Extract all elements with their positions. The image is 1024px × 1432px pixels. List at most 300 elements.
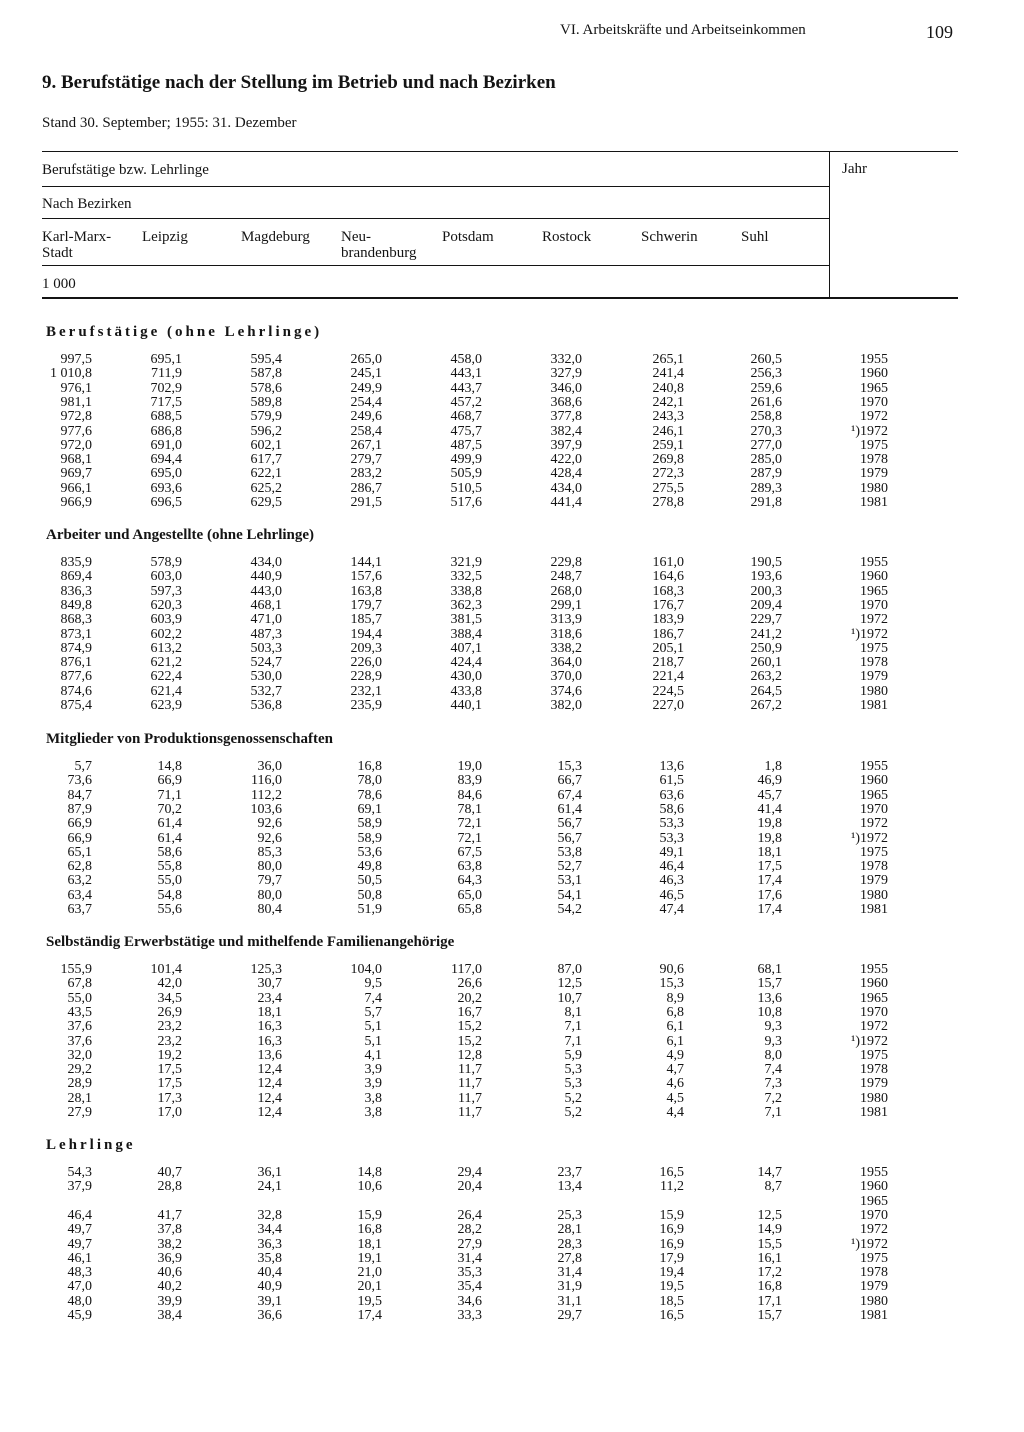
value-cell: 688,5: [150, 409, 182, 425]
value-cell: 85,3: [257, 844, 282, 860]
value-cell: 318,6: [550, 626, 582, 642]
value-cell: 13,6: [659, 759, 684, 774]
value-cell: 603,9: [150, 612, 182, 628]
value-cell: 241,4: [652, 366, 684, 382]
value-cell: 620,3: [150, 597, 182, 613]
value-cell: 37,6: [67, 1033, 92, 1049]
value-cell: 19,4: [659, 1265, 684, 1281]
value-cell: 31,4: [557, 1265, 582, 1281]
value-cell: 17,4: [757, 902, 782, 917]
year-cell: 1960: [860, 1179, 888, 1195]
value-cell: 20,2: [457, 990, 482, 1006]
table-row: [0, 1092, 1024, 1106]
value-cell: 35,8: [257, 1250, 282, 1266]
value-cell: 14,9: [757, 1222, 782, 1238]
value-cell: 10,7: [557, 990, 582, 1006]
value-cell: 12,4: [257, 1105, 282, 1120]
district-header-leipzig: Leipzig: [142, 229, 188, 245]
value-cell: 83,9: [457, 773, 482, 789]
value-cell: 31,1: [557, 1293, 582, 1309]
value-cell: 976,1: [60, 380, 92, 396]
year-cell: 1972: [860, 409, 888, 425]
value-cell: 969,7: [60, 466, 92, 482]
value-cell: 629,5: [250, 495, 282, 510]
value-cell: 977,6: [60, 423, 92, 439]
value-cell: 603,0: [150, 569, 182, 585]
value-cell: 285,0: [750, 452, 782, 468]
value-cell: 9,3: [764, 1033, 782, 1049]
value-cell: 475,7: [450, 423, 482, 439]
value-cell: 16,5: [659, 1308, 684, 1323]
value-cell: 524,7: [250, 655, 282, 671]
table-row: [0, 656, 1024, 670]
value-cell: 10,6: [357, 1179, 382, 1195]
value-cell: 876,1: [60, 655, 92, 671]
value-cell: 84,7: [67, 787, 92, 803]
value-cell: 16,3: [257, 1033, 282, 1049]
value-cell: 19,0: [457, 759, 482, 774]
value-cell: 65,1: [67, 844, 92, 860]
value-cell: 596,2: [250, 423, 282, 439]
value-cell: 58,9: [357, 830, 382, 846]
value-cell: 23,2: [157, 1033, 182, 1049]
year-cell: 1955: [860, 759, 888, 774]
year-header: Jahr: [842, 161, 867, 177]
value-cell: 4,1: [364, 1047, 382, 1063]
value-cell: 15,7: [757, 1308, 782, 1323]
value-cell: 55,0: [67, 990, 92, 1006]
value-cell: 7,3: [764, 1076, 782, 1092]
value-cell: 869,4: [60, 569, 92, 585]
value-cell: 468,1: [250, 597, 282, 613]
value-cell: 43,5: [67, 1004, 92, 1020]
table-row: [0, 1223, 1024, 1237]
value-cell: 45,7: [757, 787, 782, 803]
value-cell: 265,1: [652, 352, 684, 367]
value-cell: 58,6: [157, 844, 182, 860]
value-cell: 157,6: [350, 569, 382, 585]
section-heading-lehrlinge: Lehrlinge: [46, 1137, 136, 1153]
value-cell: 18,5: [659, 1293, 684, 1309]
section-heading-selbstaendige: Selbständig Erwerbstätige und mithelfende Familienangehörige: [46, 934, 455, 950]
year-cell: ¹)1972: [851, 830, 888, 846]
value-cell: 4,4: [666, 1105, 684, 1120]
value-cell: 430,0: [450, 669, 482, 685]
year-cell: 1975: [860, 844, 888, 860]
value-cell: 381,5: [450, 612, 482, 628]
value-cell: 23,7: [557, 1165, 582, 1180]
value-cell: 28,2: [457, 1222, 482, 1238]
value-cell: 11,7: [458, 1062, 482, 1078]
table-row: [0, 963, 1024, 977]
value-cell: 17,1: [757, 1293, 782, 1309]
value-cell: 12,5: [757, 1207, 782, 1223]
district-header-potsdam: Potsdam: [442, 229, 494, 245]
value-cell: 8,1: [564, 1004, 582, 1020]
value-cell: 874,6: [60, 683, 92, 699]
value-cell: 6,1: [666, 1033, 684, 1049]
value-cell: 443,1: [450, 366, 482, 382]
value-cell: 299,1: [550, 597, 582, 613]
value-cell: 92,6: [257, 830, 282, 846]
value-cell: 15,3: [659, 976, 684, 992]
value-cell: 87,0: [557, 962, 582, 977]
table-row: [0, 1266, 1024, 1280]
value-cell: 15,7: [757, 976, 782, 992]
value-cell: 702,9: [150, 380, 182, 396]
value-cell: 9,5: [364, 976, 382, 992]
value-cell: 287,9: [750, 466, 782, 482]
value-cell: 966,9: [60, 495, 92, 510]
value-cell: 221,4: [652, 669, 684, 685]
value-cell: 17,5: [157, 1076, 182, 1092]
year-cell: 1981: [860, 1308, 888, 1323]
value-cell: 50,8: [357, 887, 382, 903]
value-cell: 18,1: [357, 1236, 382, 1252]
value-cell: 625,2: [250, 480, 282, 496]
value-cell: 65,0: [457, 887, 482, 903]
value-cell: 587,8: [250, 366, 282, 382]
value-cell: 28,3: [557, 1236, 582, 1252]
value-cell: 41,7: [157, 1207, 182, 1223]
table-row: [0, 992, 1024, 1006]
year-cell: 1981: [860, 698, 888, 713]
value-cell: 37,6: [67, 1019, 92, 1035]
value-cell: 6,1: [666, 1019, 684, 1035]
value-cell: 245,1: [350, 366, 382, 382]
value-cell: 868,3: [60, 612, 92, 628]
value-cell: 279,7: [350, 452, 382, 468]
value-cell: 11,7: [458, 1076, 482, 1092]
value-cell: 19,2: [157, 1047, 182, 1063]
value-cell: 621,2: [150, 655, 182, 671]
value-cell: 15,2: [457, 1033, 482, 1049]
stub-underline-rule: [42, 186, 829, 187]
value-cell: 65,8: [457, 902, 482, 917]
value-cell: 168,3: [652, 583, 684, 599]
value-cell: 278,8: [652, 495, 684, 510]
value-cell: 16,9: [659, 1222, 684, 1238]
value-cell: 40,9: [257, 1279, 282, 1295]
value-cell: 46,5: [659, 887, 684, 903]
table-row: [0, 1077, 1024, 1091]
year-cell: 1960: [860, 773, 888, 789]
table-row: [0, 1252, 1024, 1266]
value-cell: 46,4: [67, 1207, 92, 1223]
value-cell: 256,3: [750, 366, 782, 382]
value-cell: 176,7: [652, 597, 684, 613]
table-row: [0, 1238, 1024, 1252]
value-cell: 368,6: [550, 394, 582, 410]
section-heading-arbeiter-angestellte: Arbeiter und Angestellte (ohne Lehrlinge): [46, 527, 315, 543]
value-cell: 4,6: [666, 1076, 684, 1092]
year-cell: 1975: [860, 640, 888, 656]
value-cell: 66,9: [67, 830, 92, 846]
value-cell: 20,4: [457, 1179, 482, 1195]
value-cell: 499,9: [450, 452, 482, 468]
value-cell: 47,0: [67, 1279, 92, 1295]
table-row: [0, 803, 1024, 817]
value-cell: 3,8: [364, 1090, 382, 1106]
value-cell: 17,9: [659, 1250, 684, 1266]
value-cell: 84,6: [457, 787, 482, 803]
value-cell: 55,8: [157, 859, 182, 875]
value-cell: 35,4: [457, 1279, 482, 1295]
value-cell: 87,9: [67, 801, 92, 817]
table-row: [0, 1295, 1024, 1309]
year-cell: 1972: [860, 1019, 888, 1035]
value-cell: 5,1: [364, 1019, 382, 1035]
value-cell: 12,4: [257, 1076, 282, 1092]
value-cell: 33,3: [457, 1308, 482, 1323]
year-cell: 1955: [860, 555, 888, 570]
value-cell: 16,8: [757, 1279, 782, 1295]
year-cell: 1978: [860, 655, 888, 671]
value-cell: 332,5: [450, 569, 482, 585]
value-cell: 90,6: [659, 962, 684, 977]
value-cell: 63,8: [457, 859, 482, 875]
value-cell: 434,0: [250, 555, 282, 570]
value-cell: 78,6: [357, 787, 382, 803]
value-cell: 45,9: [67, 1308, 92, 1323]
value-cell: 41,4: [757, 801, 782, 817]
value-cell: 24,1: [257, 1179, 282, 1195]
value-cell: 997,5: [60, 352, 92, 367]
value-cell: 595,4: [250, 352, 282, 367]
value-cell: 37,8: [157, 1222, 182, 1238]
value-cell: 517,6: [450, 495, 482, 510]
value-cell: 19,5: [357, 1293, 382, 1309]
value-cell: 61,4: [157, 816, 182, 832]
value-cell: 70,2: [157, 801, 182, 817]
value-cell: 40,7: [157, 1165, 182, 1180]
year-cell: 1980: [860, 1090, 888, 1106]
value-cell: 38,4: [157, 1308, 182, 1323]
year-cell: 1955: [860, 1165, 888, 1180]
year-cell: 1965: [860, 380, 888, 396]
value-cell: 691,0: [150, 437, 182, 453]
value-cell: 270,3: [750, 423, 782, 439]
value-cell: 532,7: [250, 683, 282, 699]
value-cell: 32,8: [257, 1207, 282, 1223]
table-row: [0, 570, 1024, 584]
value-cell: 13,4: [557, 1179, 582, 1195]
header-top-rule: [42, 151, 958, 152]
value-cell: 80,4: [257, 902, 282, 917]
value-cell: 16,3: [257, 1019, 282, 1035]
year-cell: 1970: [860, 1004, 888, 1020]
value-cell: 6,8: [666, 1004, 684, 1020]
group-underline-rule: [42, 218, 829, 219]
value-cell: 242,1: [652, 394, 684, 410]
section-heading-produktionsgenossenschaften: Mitglieder von Produktionsgenossenschaften: [46, 731, 333, 747]
value-cell: 79,7: [257, 873, 282, 889]
value-cell: 443,0: [250, 583, 282, 599]
value-cell: 717,5: [150, 394, 182, 410]
value-cell: 457,2: [450, 394, 482, 410]
table-row: [0, 410, 1024, 424]
table-row: [0, 789, 1024, 803]
value-cell: 67,8: [67, 976, 92, 992]
year-cell: 1965: [860, 583, 888, 599]
value-cell: 11,2: [660, 1179, 684, 1195]
value-cell: 183,9: [652, 612, 684, 628]
value-cell: 260,5: [750, 352, 782, 367]
value-cell: 17,4: [357, 1308, 382, 1323]
value-cell: 49,1: [659, 844, 684, 860]
table-row: [0, 1063, 1024, 1077]
value-cell: 190,5: [750, 555, 782, 570]
value-cell: 597,3: [150, 583, 182, 599]
value-cell: 874,9: [60, 640, 92, 656]
value-cell: 695,0: [150, 466, 182, 482]
value-cell: 28,8: [157, 1179, 182, 1195]
value-cell: 103,6: [250, 801, 282, 817]
value-cell: 63,6: [659, 787, 684, 803]
value-cell: 17,6: [757, 887, 782, 903]
value-cell: 440,9: [250, 569, 282, 585]
value-cell: 49,8: [357, 859, 382, 875]
value-cell: 56,7: [557, 816, 582, 832]
value-cell: 23,4: [257, 990, 282, 1006]
value-cell: 42,0: [157, 976, 182, 992]
year-cell: 1960: [860, 569, 888, 585]
table-row: [0, 453, 1024, 467]
value-cell: 15,2: [457, 1019, 482, 1035]
year-cell: 1980: [860, 683, 888, 699]
value-cell: 67,5: [457, 844, 482, 860]
value-cell: 53,1: [557, 873, 582, 889]
value-cell: 12,4: [257, 1062, 282, 1078]
district-header-neubrandenburg: Neu-brandenburg: [341, 229, 417, 261]
value-cell: 26,9: [157, 1004, 182, 1020]
year-cell: 1955: [860, 962, 888, 977]
value-cell: 981,1: [60, 394, 92, 410]
value-cell: 66,9: [157, 773, 182, 789]
value-cell: 428,4: [550, 466, 582, 482]
value-cell: 243,3: [652, 409, 684, 425]
value-cell: 246,1: [652, 423, 684, 439]
value-cell: 602,1: [250, 437, 282, 453]
value-cell: 53,6: [357, 844, 382, 860]
section-heading-berufstaetige: Berufstätige (ohne Lehrlinge): [46, 324, 323, 340]
value-cell: 7,1: [564, 1019, 582, 1035]
table-row: [0, 585, 1024, 599]
table-row: [0, 817, 1024, 831]
value-cell: 487,5: [450, 437, 482, 453]
value-cell: 621,4: [150, 683, 182, 699]
value-cell: 283,2: [350, 466, 382, 482]
value-cell: 388,4: [450, 626, 482, 642]
value-cell: 155,9: [60, 962, 92, 977]
value-cell: 117,0: [451, 962, 482, 977]
value-cell: 19,8: [757, 816, 782, 832]
value-cell: 272,3: [652, 466, 684, 482]
value-cell: 5,1: [364, 1033, 382, 1049]
value-cell: 54,8: [157, 887, 182, 903]
value-cell: 29,4: [457, 1165, 482, 1180]
value-cell: 487,3: [250, 626, 282, 642]
year-cell: 1981: [860, 495, 888, 510]
value-cell: 269,8: [652, 452, 684, 468]
value-cell: 17,2: [757, 1265, 782, 1281]
table-title: 9. Berufstätige nach der Stellung im Betrieb und nach Bezirken: [42, 72, 556, 93]
table-row: [0, 482, 1024, 496]
value-cell: 18,1: [257, 1004, 282, 1020]
value-cell: 1 010,8: [50, 366, 92, 382]
value-cell: 15,9: [357, 1207, 382, 1223]
value-cell: 61,5: [659, 773, 684, 789]
value-cell: 28,1: [557, 1222, 582, 1238]
value-cell: 505,9: [450, 466, 482, 482]
table-row: [0, 439, 1024, 453]
value-cell: 7,2: [764, 1090, 782, 1106]
value-cell: 116,0: [251, 773, 282, 789]
value-cell: 382,0: [550, 698, 582, 713]
value-cell: 313,9: [550, 612, 582, 628]
table-row: [0, 846, 1024, 860]
value-cell: 64,3: [457, 873, 482, 889]
value-cell: 3,9: [364, 1062, 382, 1078]
value-cell: 7,1: [764, 1105, 782, 1120]
district-header-magdeburg: Magdeburg: [241, 229, 310, 245]
year-cell: 1981: [860, 1105, 888, 1120]
district-header-schwerin: Schwerin: [641, 229, 698, 245]
value-cell: 589,8: [250, 394, 282, 410]
value-cell: 16,8: [357, 759, 382, 774]
value-cell: 11,7: [458, 1090, 482, 1106]
value-cell: 248,7: [550, 569, 582, 585]
value-cell: 579,9: [250, 409, 282, 425]
value-cell: 12,5: [557, 976, 582, 992]
value-cell: 530,0: [250, 669, 282, 685]
value-cell: 72,1: [457, 816, 482, 832]
value-cell: 27,8: [557, 1250, 582, 1266]
value-cell: 5,2: [564, 1090, 582, 1106]
value-cell: 46,3: [659, 873, 684, 889]
table-row: [0, 977, 1024, 991]
value-cell: 443,7: [450, 380, 482, 396]
year-cell: 1979: [860, 1279, 888, 1295]
table-row: [0, 774, 1024, 788]
value-cell: 186,7: [652, 626, 684, 642]
value-cell: 835,9: [60, 555, 92, 570]
value-cell: 321,9: [450, 555, 482, 570]
value-cell: 29,2: [67, 1062, 92, 1078]
year-cell: 1979: [860, 873, 888, 889]
value-cell: 36,3: [257, 1236, 282, 1252]
value-cell: 46,1: [67, 1250, 92, 1266]
value-cell: 26,4: [457, 1207, 482, 1223]
year-cell: 1960: [860, 976, 888, 992]
table-row: [0, 760, 1024, 774]
value-cell: 877,6: [60, 669, 92, 685]
table-row: [0, 467, 1024, 481]
value-cell: 27,9: [457, 1236, 482, 1252]
value-cell: 249,6: [350, 409, 382, 425]
value-cell: 5,2: [564, 1105, 582, 1120]
unit-label: 1 000: [42, 276, 76, 292]
value-cell: 382,4: [550, 423, 582, 439]
value-cell: 179,7: [350, 597, 382, 613]
value-cell: 73,6: [67, 773, 92, 789]
value-cell: 61,4: [557, 801, 582, 817]
value-cell: 424,4: [450, 655, 482, 671]
value-cell: 622,4: [150, 669, 182, 685]
value-cell: 268,0: [550, 583, 582, 599]
value-cell: 258,4: [350, 423, 382, 439]
value-cell: 53,8: [557, 844, 582, 860]
